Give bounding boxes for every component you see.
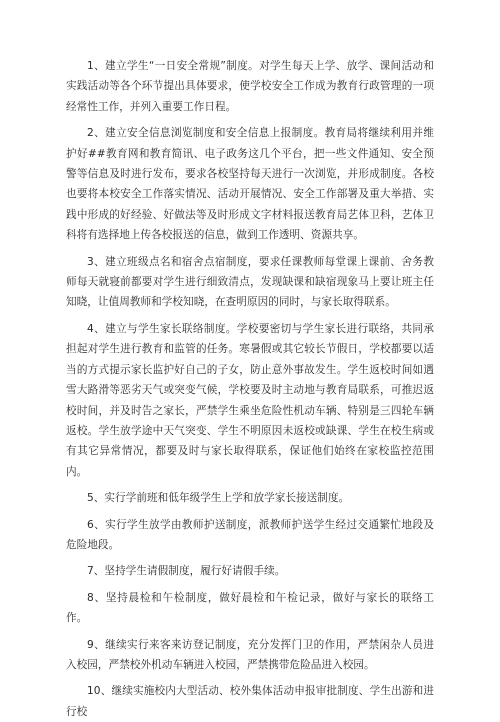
paragraph-4: 4、建立与学生家长联络制度。学校要密切与学生家长进行联络，共同承担起对学生进行教育和监管的任务。寒暑假或其它较长节假日，学校都要以适当的方式提示家长监护好自己的子女，防止意外事故发生。学生返校时间如遇雪大路滑等恶劣天气或突变气候，学校要及时主动地与教育局联系，可推迟返校时间，并及时告之家长，严禁学生乘坐危险性机动车辆、特别是三四轮车辆返校。学生放学途中天气突变、学生不明原因未返校或缺课、学生在校生病或有其它异常情况，都要及时与家长取得联系，保证他们始终在家校监控范围内。: [66, 322, 434, 478]
paragraph-6: 6、实行学生放学由教师护送制度，派教师护送学生经过交通繁忙地段及危险地段。: [66, 518, 434, 551]
paragraph-1: 1、建立学生“一日安全常规”制度。对学生每天上学、放学、课间活动和实践活动等各个环节提出具体要求，使学校安全工作成为教育行政管理的一项经常性工作，并列入重要工作日程。: [66, 60, 434, 113]
paragraph-3: 3、建立班级点名和宿舍点宿制度，要求任课教师每堂课上课前、舍务教师每天就寝前都要对学生进行细致清点，发现缺课和缺宿现象马上要让班主任知晓，让值周教师和学校知晓，在查明原因的同时，与家长取得联系。: [66, 255, 434, 309]
paragraph-7: 7、坚持学生请假制度，履行好请假手续。: [87, 565, 286, 578]
paragraph-9: 9、继续实行来客来访登记制度，充分发挥门卫的作用，严禁闲杂人员进入校园，严禁校外机动车辆进入校园，严禁携带危险品进入校园。: [66, 638, 434, 671]
paragraph-2: 2、建立安全信息浏览制度和安全信息上报制度。教育局将继续利用并维护好##教育网和教育简讯、电子政务这几个平台，把一些文件通知、安全预警等信息及时进行发布，要求各校坚持每天进行一次浏览，并形成制度。各校也要将本校安全工作落实情况、活动开展情况、安全工作部署及重大举措、实践中形成的好经验、好做法等及时形成文字材料报送教育局艺体卫科，艺体卫科将有选择地上传各校报送的信息，做到工作透明、资源共享。: [66, 127, 434, 242]
paragraph-8: 8、坚持晨检和午检制度，做好晨检和午检记录，做好与家长的联络工作。: [66, 591, 434, 625]
paragraph-5: 5、实行学前班和低年级学生上学和放学家长接送制度。: [87, 492, 350, 505]
paragraph-10: 10、继续实施校内大型活动、校外集体活动申报审批制度、学生出游和进行校: [66, 685, 434, 718]
